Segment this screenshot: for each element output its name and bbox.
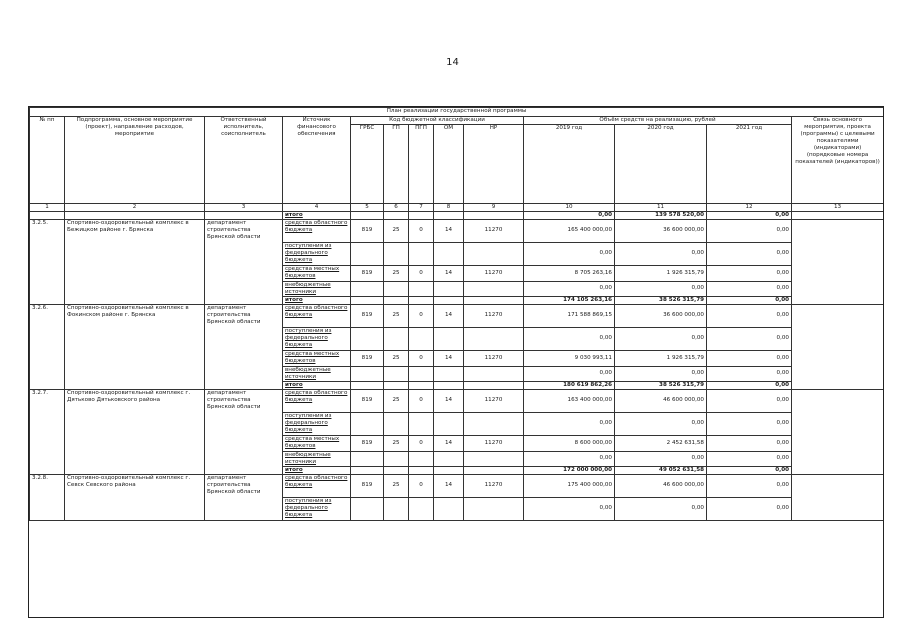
activity-name: Спортивно-оздоровительный комплекс в Бежицком районе г. Брянска [65, 219, 205, 304]
itogo-2020: 139 578 520,00 [615, 212, 707, 220]
activity-executor: департамент строительства Брянской области [205, 389, 283, 474]
itogo-2019: 0,00 [524, 212, 615, 220]
code-om [434, 366, 464, 381]
code-pgp: 0 [409, 304, 434, 327]
activity-executor: департамент строительства Брянской области [205, 304, 283, 389]
indicator-link [792, 389, 884, 474]
code-pgp: 0 [409, 265, 434, 281]
code-om: 14 [434, 304, 464, 327]
funding-source: поступления из федерального бюджета [283, 412, 351, 435]
amount-2021: 0,00 [707, 435, 792, 451]
amount-2019: 0,00 [524, 366, 615, 381]
code-gp [384, 412, 409, 435]
code-nr [464, 366, 524, 381]
code-nr [464, 242, 524, 265]
code-gp [384, 281, 409, 296]
itogo-2021: 0,00 [707, 466, 792, 474]
code-om: 14 [434, 265, 464, 281]
indicator-link [792, 219, 884, 304]
empty-cell [351, 296, 384, 304]
empty-cell [434, 466, 464, 474]
header-grbs: ГРБС [351, 125, 384, 204]
code-grbs: 819 [351, 350, 384, 366]
code-grbs [351, 497, 384, 520]
activity-executor: департамент строительства Брянской области [205, 474, 283, 520]
amount-2021: 0,00 [707, 474, 792, 497]
amount-2019: 0,00 [524, 497, 615, 520]
code-nr [464, 451, 524, 466]
amount-2021: 0,00 [707, 304, 792, 327]
funding-source: поступления из федерального бюджета [283, 327, 351, 350]
code-grbs [351, 366, 384, 381]
column-number: 11 [615, 204, 707, 212]
funding-source: средства областного бюджета [283, 219, 351, 242]
code-gp: 25 [384, 435, 409, 451]
code-pgp: 0 [409, 350, 434, 366]
amount-2020: 46 600 000,00 [615, 474, 707, 497]
itogo-2020: 38 526 315,79 [615, 381, 707, 389]
header-num: № пп [30, 117, 65, 204]
code-grbs [351, 451, 384, 466]
funding-source: средства местных бюджетов [283, 350, 351, 366]
amount-2019: 0,00 [524, 327, 615, 350]
amount-2020: 0,00 [615, 451, 707, 466]
empty-cell [384, 381, 409, 389]
code-gp: 25 [384, 389, 409, 412]
funding-source: внебюджетные источники [283, 451, 351, 466]
amount-2021: 0,00 [707, 281, 792, 296]
funding-source: средства областного бюджета [283, 474, 351, 497]
code-grbs: 819 [351, 435, 384, 451]
itogo-2021: 0,00 [707, 212, 792, 220]
code-nr [464, 327, 524, 350]
amount-2020: 2 452 631,58 [615, 435, 707, 451]
header-source: Источник финансового обеспечения [283, 117, 351, 204]
activity-name: Спортивно-оздоровительный комплекс г. Севск Севского района [65, 474, 205, 520]
code-pgp [409, 497, 434, 520]
itogo-2019: 174 105 263,16 [524, 296, 615, 304]
amount-2020: 0,00 [615, 366, 707, 381]
itogo-2021: 0,00 [707, 296, 792, 304]
amount-2019: 165 400 000,00 [524, 219, 615, 242]
code-om [434, 412, 464, 435]
header-activity: Подпрограмма, основное мероприятие (проект), направление расходов, мероприятие [65, 117, 205, 204]
code-pgp: 0 [409, 389, 434, 412]
funding-source: средства местных бюджетов [283, 435, 351, 451]
header-pgp: ПГП [409, 125, 434, 204]
amount-2019: 0,00 [524, 242, 615, 265]
code-nr [464, 497, 524, 520]
empty-cell [409, 466, 434, 474]
funding-source: средства местных бюджетов [283, 265, 351, 281]
header-executor: Ответственный исполнитель, соисполнитель [205, 117, 283, 204]
header-volume: Объём средств на реализацию, рублей [524, 117, 792, 125]
column-number: 12 [707, 204, 792, 212]
column-number: 5 [351, 204, 384, 212]
code-gp [384, 327, 409, 350]
itogo-label: итого [283, 212, 351, 220]
amount-2021: 0,00 [707, 366, 792, 381]
amount-2019: 8 600 000,00 [524, 435, 615, 451]
activity-name: Спортивно-оздоровительный комплекс в Фокинском районе г. Брянска [65, 304, 205, 389]
amount-2019: 0,00 [524, 451, 615, 466]
page-number: 14 [446, 57, 459, 68]
code-grbs: 819 [351, 474, 384, 497]
column-number: 6 [384, 204, 409, 212]
activity-name: Спортивно-оздоровительный комплекс г. Дятьково Дятьковского района [65, 389, 205, 474]
header-budget-code: Код бюджетной классификации [351, 117, 524, 125]
column-number: 1 [30, 204, 65, 212]
indicator-link [792, 474, 884, 520]
code-om: 14 [434, 350, 464, 366]
itogo-2020: 49 052 631,58 [615, 466, 707, 474]
code-nr: 11270 [464, 474, 524, 497]
empty-cell [384, 466, 409, 474]
code-gp [384, 366, 409, 381]
code-pgp [409, 366, 434, 381]
itogo-label: итого [283, 296, 351, 304]
code-om: 14 [434, 389, 464, 412]
amount-2021: 0,00 [707, 265, 792, 281]
code-grbs [351, 242, 384, 265]
column-number: 9 [464, 204, 524, 212]
table-row [30, 474, 884, 497]
code-om [434, 497, 464, 520]
itogo-label: итого [283, 466, 351, 474]
amount-2020: 46 600 000,00 [615, 389, 707, 412]
code-pgp [409, 412, 434, 435]
amount-2019: 8 705 263,16 [524, 265, 615, 281]
amount-2020: 0,00 [615, 412, 707, 435]
column-number: 13 [792, 204, 884, 212]
empty-cell [409, 296, 434, 304]
code-om [434, 327, 464, 350]
itogo-2021: 0,00 [707, 381, 792, 389]
code-gp: 25 [384, 474, 409, 497]
amount-2021: 0,00 [707, 219, 792, 242]
top-itogo-row [30, 212, 884, 220]
amount-2021: 0,00 [707, 497, 792, 520]
empty-cell [464, 466, 524, 474]
code-nr: 11270 [464, 304, 524, 327]
program-plan-table-container [28, 106, 884, 618]
amount-2021: 0,00 [707, 242, 792, 265]
code-gp: 25 [384, 350, 409, 366]
code-nr: 11270 [464, 350, 524, 366]
code-om [434, 451, 464, 466]
empty-cell [351, 466, 384, 474]
code-pgp: 0 [409, 474, 434, 497]
itogo-2020: 38 526 315,79 [615, 296, 707, 304]
code-nr [464, 412, 524, 435]
column-number: 4 [283, 204, 351, 212]
funding-source: поступления из федерального бюджета [283, 497, 351, 520]
code-grbs: 819 [351, 265, 384, 281]
code-om: 14 [434, 219, 464, 242]
amount-2021: 0,00 [707, 327, 792, 350]
amount-2019: 163 400 000,00 [524, 389, 615, 412]
code-nr: 11270 [464, 435, 524, 451]
empty-cell [464, 381, 524, 389]
column-number: 3 [205, 204, 283, 212]
column-numbers-row [30, 204, 884, 212]
table-row [30, 389, 884, 412]
code-pgp: 0 [409, 435, 434, 451]
code-grbs: 819 [351, 389, 384, 412]
amount-2019: 0,00 [524, 281, 615, 296]
table-row [30, 219, 884, 242]
funding-source: внебюджетные источники [283, 281, 351, 296]
funding-source: поступления из федерального бюджета [283, 242, 351, 265]
funding-source: средства областного бюджета [283, 304, 351, 327]
amount-2021: 0,00 [707, 389, 792, 412]
amount-2019: 175 400 000,00 [524, 474, 615, 497]
amount-2019: 171 588 869,15 [524, 304, 615, 327]
code-grbs: 819 [351, 304, 384, 327]
code-gp: 25 [384, 219, 409, 242]
code-pgp [409, 242, 434, 265]
code-om [434, 281, 464, 296]
code-grbs: 819 [351, 219, 384, 242]
code-nr: 11270 [464, 219, 524, 242]
empty-cell [434, 381, 464, 389]
amount-2020: 36 600 000,00 [615, 304, 707, 327]
code-nr [464, 281, 524, 296]
funding-source: внебюджетные источники [283, 366, 351, 381]
itogo-2019: 172 000 000,00 [524, 466, 615, 474]
empty-cell [351, 381, 384, 389]
code-gp [384, 497, 409, 520]
code-gp [384, 242, 409, 265]
empty-cell [434, 296, 464, 304]
empty-cell [384, 296, 409, 304]
amount-2019: 9 030 993,11 [524, 350, 615, 366]
code-nr: 11270 [464, 265, 524, 281]
activity-executor: департамент строительства Брянской области [205, 219, 283, 304]
empty-cell [464, 296, 524, 304]
header-2021: 2021 год [707, 125, 792, 204]
funding-source: средства областного бюджета [283, 389, 351, 412]
itogo-2019: 180 619 862,26 [524, 381, 615, 389]
code-om: 14 [434, 435, 464, 451]
code-gp: 25 [384, 265, 409, 281]
activity-number: 3.2.5. [30, 219, 65, 304]
code-gp [384, 451, 409, 466]
program-plan-table [29, 107, 884, 521]
activity-number: 3.2.8. [30, 474, 65, 520]
code-grbs [351, 412, 384, 435]
code-grbs [351, 327, 384, 350]
amount-2020: 36 600 000,00 [615, 219, 707, 242]
amount-2020: 1 926 315,79 [615, 265, 707, 281]
amount-2020: 0,00 [615, 497, 707, 520]
header-2019: 2019 год [524, 125, 615, 204]
code-pgp [409, 281, 434, 296]
code-gp: 25 [384, 304, 409, 327]
empty-cell [409, 381, 434, 389]
amount-2020: 1 926 315,79 [615, 350, 707, 366]
amount-2021: 0,00 [707, 451, 792, 466]
column-number: 10 [524, 204, 615, 212]
code-om: 14 [434, 474, 464, 497]
activity-number: 3.2.7. [30, 389, 65, 474]
header-link: Связь основного мероприятия, проекта (программы) с целевыми показателями (индикаторами) (порядковые номера показателей (индикаторов)) [792, 117, 884, 204]
header-nr: НР [464, 125, 524, 204]
indicator-link [792, 304, 884, 389]
amount-2021: 0,00 [707, 412, 792, 435]
amount-2020: 0,00 [615, 327, 707, 350]
amount-2019: 0,00 [524, 412, 615, 435]
column-number: 2 [65, 204, 205, 212]
table-row [30, 304, 884, 327]
code-om [434, 242, 464, 265]
column-number: 8 [434, 204, 464, 212]
header-2020: 2020 год [615, 125, 707, 204]
amount-2020: 0,00 [615, 281, 707, 296]
amount-2020: 0,00 [615, 242, 707, 265]
header-gp: ГП [384, 125, 409, 204]
code-nr: 11270 [464, 389, 524, 412]
activity-number: 3.2.6. [30, 304, 65, 389]
itogo-label: итого [283, 381, 351, 389]
code-grbs [351, 281, 384, 296]
amount-2021: 0,00 [707, 350, 792, 366]
code-pgp [409, 451, 434, 466]
table-title: План реализации государственной программы [30, 108, 884, 117]
column-number: 7 [409, 204, 434, 212]
header-om: ОМ [434, 125, 464, 204]
code-pgp [409, 327, 434, 350]
code-pgp: 0 [409, 219, 434, 242]
